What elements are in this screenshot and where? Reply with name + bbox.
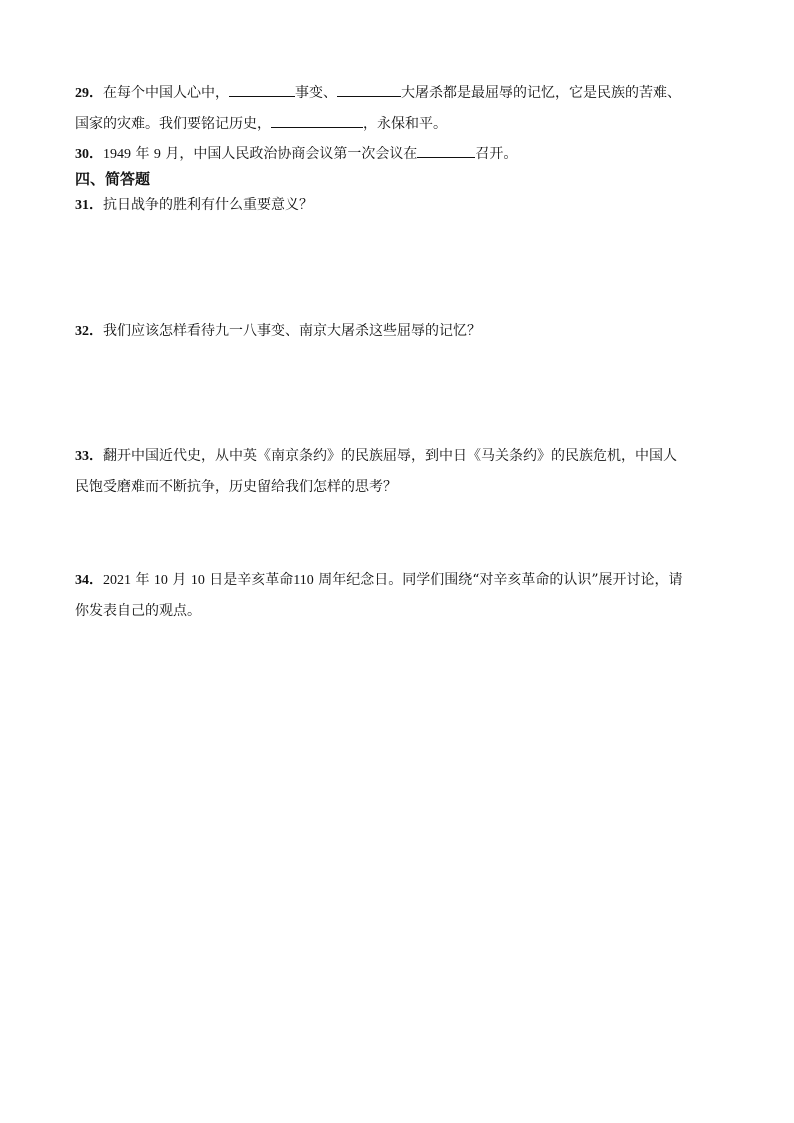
question-34-line-1	[75, 570, 715, 591]
question-30-text-b: 召开。	[475, 146, 518, 162]
question-31-text: 抗日战争的胜利有什么重要意义？	[103, 197, 313, 213]
answer-blank-1[interactable]	[229, 82, 295, 97]
section-title: 四、简答题	[75, 170, 151, 188]
question-29-text-c: 大屠杀都是最屈辱的记忆，它是民族的苦难、	[401, 85, 681, 101]
question-29-line-1	[75, 82, 715, 104]
question-29-text-b: 事变、	[295, 85, 337, 101]
question-33-text-2: 民饱受磨难而不断抗争，历史留给我们怎样的思考？	[75, 479, 397, 495]
question-33-text-1: 翻开中国近代史，从中英《南京条约》的民族屈辱，到中日《马关条约》的民族危机，中国人	[103, 448, 677, 464]
question-34-number: 34．	[75, 573, 103, 588]
question-30-text-a: 月，中国人民政治协商会议第一次会议在	[160, 146, 418, 162]
question-29-line-2	[75, 113, 715, 134]
question-34-month: 10	[153, 573, 168, 588]
question-34-year-suffix: 年	[131, 572, 154, 588]
question-32-number: 32．	[75, 324, 103, 339]
question-32-text: 我们应该怎样看待九一八事变、南京大屠杀这些屈辱的记忆？	[103, 323, 481, 339]
question-34-year: 2021	[103, 573, 131, 588]
question-29-text-e: ，永保和平。	[363, 116, 447, 132]
answer-blank-4[interactable]	[417, 143, 475, 158]
question-33-line-1	[75, 446, 715, 467]
question-34-line-2	[75, 601, 715, 621]
question-30-number: 30．	[75, 147, 103, 162]
question-34-anniversary: 110	[293, 573, 314, 588]
question-34-month-suffix: 月	[167, 572, 191, 588]
question-32	[75, 321, 715, 342]
answer-blank-3[interactable]	[271, 113, 363, 128]
question-30-month: 9	[153, 147, 161, 162]
question-30	[75, 143, 715, 165]
question-34-text-1: 周年纪念日。同学们围绕“对辛亥革命的认识”展开讨论，请	[313, 572, 683, 588]
question-29-number: 29．	[75, 86, 103, 101]
question-30-year: 1949	[103, 147, 131, 162]
question-29-text-a: 在每个中国人心中，	[103, 85, 229, 101]
question-31	[75, 195, 715, 216]
question-31-number: 31．	[75, 198, 103, 213]
question-33-line-2	[75, 477, 715, 497]
question-33-number: 33．	[75, 449, 103, 464]
question-34-text-2: 你发表自己的观点。	[75, 603, 201, 619]
question-29-text-d: 国家的灾难。我们要铭记历史，	[75, 116, 271, 132]
answer-blank-2[interactable]	[337, 82, 401, 97]
question-30-year-suffix: 年	[131, 146, 154, 162]
question-34-day: 10	[190, 573, 205, 588]
question-34-day-suffix: 日是辛亥革命	[204, 572, 294, 588]
